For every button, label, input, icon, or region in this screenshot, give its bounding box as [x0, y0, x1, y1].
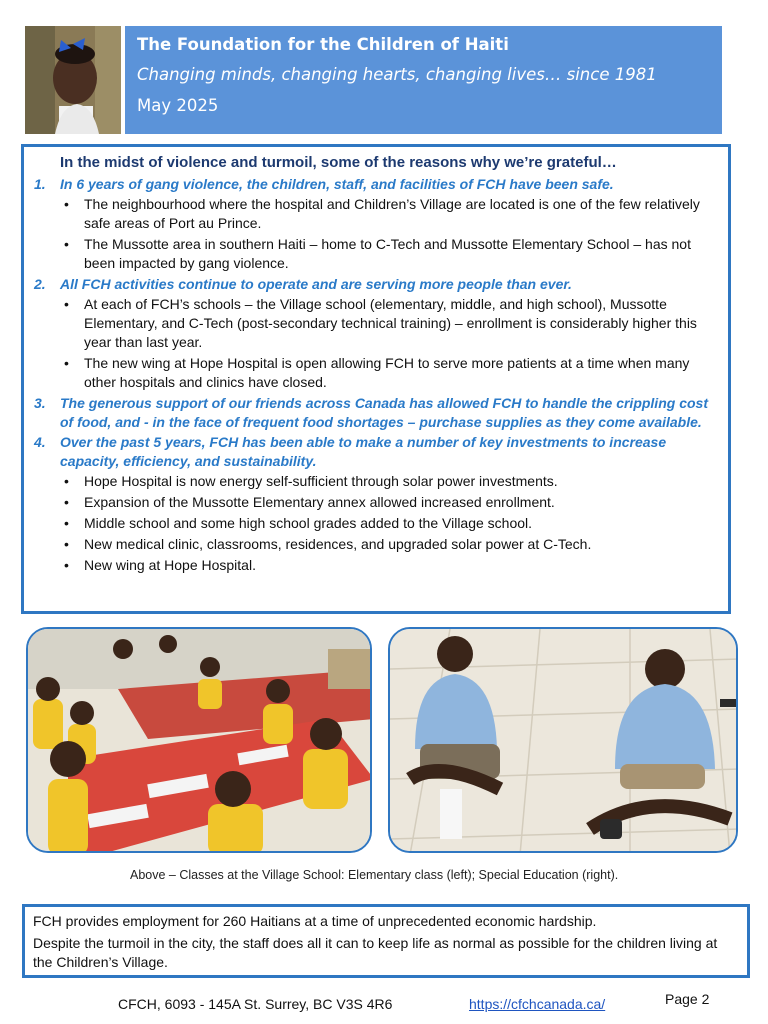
bullet-glyph: •: [64, 556, 69, 573]
header-photo-girl: [25, 26, 121, 134]
reason-number: 2.: [34, 276, 46, 292]
bullet-glyph: •: [64, 355, 69, 371]
bullet-item: • Middle school and some high school grades added to the Village school.: [60, 514, 714, 533]
bullet-glyph: •: [64, 535, 69, 552]
reason-title: In 6 years of gang violence, the children, staff, and facilities of FCH have been safe.: [60, 176, 614, 192]
bullet-item: • Expansion of the Mussotte Elementary annex allowed increased enrollment.: [60, 493, 714, 512]
reason-number: 3.: [34, 395, 46, 411]
bullet-list: [60, 295, 714, 392]
bullet-glyph: •: [64, 472, 69, 489]
reason-item: [34, 175, 714, 273]
reason-number: 4.: [34, 434, 46, 450]
reason-title: Over the past 5 years, FCH has been able to make a number of key investments to increase capacity, efficiency, and sustainability.: [60, 434, 667, 469]
grateful-section: [21, 144, 731, 614]
footer-address: CFCH, 6093 - 145A St. Surrey, BC V3S 4R6: [118, 996, 393, 1012]
employment-line-2: Despite the turmoil in the city, the staff does all it can to keep life as normal as possible for the children living at the Children’s Village.: [33, 935, 718, 970]
bullet-item: • Hope Hospital is now energy self-sufficient through solar power investments.: [60, 472, 714, 491]
reason-title: All FCH activities continue to operate and are serving more people than ever.: [60, 276, 572, 292]
org-name: The Foundation for the Children of Haiti: [137, 35, 509, 54]
bullet-glyph: •: [64, 236, 69, 252]
bullet-item: • New medical clinic, classrooms, residences, and upgraded solar power at C-Tech.: [60, 535, 714, 554]
photo-special-education: [388, 627, 738, 853]
page-number: Page 2: [665, 991, 710, 1007]
reason-item: [34, 433, 714, 575]
reason-title: The generous support of our friends across Canada has allowed FCH to handle the crippling cost of food, and - in the face of frequent food shortages – purchase supplies as they come available.: [60, 395, 708, 430]
bullet-glyph: •: [64, 296, 69, 312]
bullet-item: • At each of FCH’s schools – the Village school (elementary, middle, and high school), Mussotte Elementary, and C-Tech (post-secondary technical training) – enrollment is considerably higher this year than last year.: [60, 295, 714, 352]
website-link[interactable]: https://cfchcanada.ca/: [469, 996, 606, 1012]
reason-number: 1.: [34, 176, 46, 192]
bullet-glyph: •: [64, 196, 69, 212]
photo-elementary-class: [26, 627, 372, 853]
issue-date: May 2025: [137, 96, 219, 115]
bullet-item: • New wing at Hope Hospital.: [60, 556, 714, 575]
bullet-glyph: •: [64, 514, 69, 531]
reason-item: [34, 275, 714, 392]
employment-line-1: FCH provides employment for 260 Haitians at a time of unprecedented economic hardship.: [33, 913, 597, 929]
header-banner: [125, 26, 722, 134]
photo-caption: Above – Classes at the Village School: Elementary class (left); Special Education (right).: [130, 868, 619, 882]
grateful-heading: In the midst of violence and turmoil, some of the reasons why we’re grateful…: [60, 154, 617, 171]
tagline: Changing minds, changing hearts, changing lives… since 1981: [137, 65, 657, 84]
bullet-list: [60, 195, 714, 273]
bullet-item: • The new wing at Hope Hospital is open allowing FCH to serve more patients at a time when many other hospitals and clinics have closed.: [60, 354, 714, 392]
employment-section: [22, 904, 750, 978]
bullet-item: • The neighbourhood where the hospital and Children’s Village are located is one of the few relatively safe areas of Port au Prince.: [60, 195, 714, 233]
bullet-glyph: •: [64, 493, 69, 510]
bullet-list: [60, 472, 714, 575]
reason-item: [34, 394, 714, 431]
bullet-item: • The Mussotte area in southern Haiti – home to C-Tech and Mussotte Elementary School – has not been impacted by gang violence.: [60, 235, 714, 273]
